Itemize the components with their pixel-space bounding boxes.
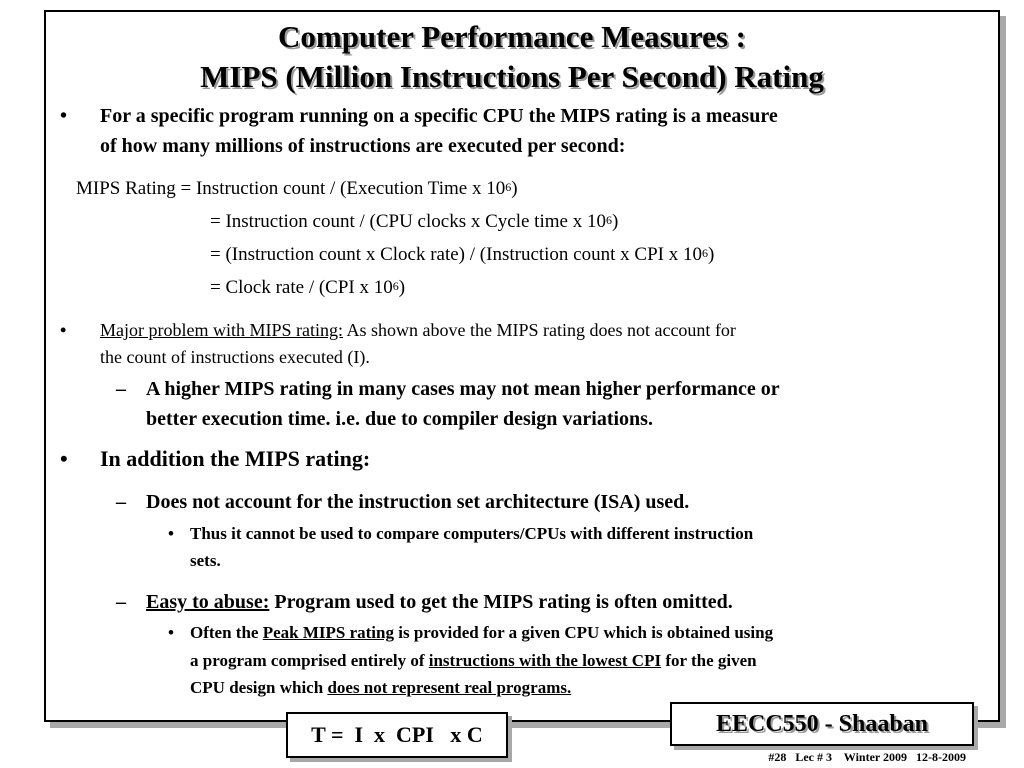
sub-bullet-marker: – <box>116 491 126 513</box>
bullet-3-sub1: Does not account for the instruction set architecture (ISA) used. <box>146 491 690 513</box>
formula-line-3: = (Instruction count x Clock rate) / (Instruction count x CPI x $10^6$) <box>210 244 715 265</box>
slide-title-line1: Computer Performance Measures : <box>277 19 746 54</box>
bullet-2-sub-line1: A higher MIPS rating in many cases may not mean higher performance or <box>146 378 780 400</box>
sub-bullet-marker: – <box>116 378 126 400</box>
bullet-1-line2: of how many millions of instructions are executed per second: <box>100 135 626 157</box>
formula-line-2: = Instruction count / (CPU clocks x Cycle time x $10^6$) <box>210 211 619 232</box>
sub-sub-bullet-marker: • <box>168 623 174 642</box>
bullet-3-sub2: Easy to abuse: Program used to get the MIPS rating is often omitted. <box>146 591 733 613</box>
formula-box: T = I x CPI x C <box>286 712 508 758</box>
bullet-3-sub2-point-line2: a program comprised entirely of instructions with the lowest CPI for the given <box>190 651 757 670</box>
slide-footer: #28 Lec # 3 Winter 2009 12-8-2009 <box>768 750 966 764</box>
bullet-1-line1: For a specific program running on a specific CPU the MIPS rating is a measure <box>100 105 778 127</box>
sub-sub-bullet-marker: • <box>168 524 174 543</box>
bullet-marker: • <box>60 320 67 340</box>
course-label-box: EECC550 - Shaaban <box>670 702 974 746</box>
bullet-3-line: In addition the MIPS rating: <box>100 446 371 471</box>
bullet-marker: • <box>60 446 68 471</box>
bullet-3-sub2-point-line1: Often the Peak MIPS rating is provided for a given CPU which is obtained using <box>190 623 774 642</box>
bullet-3-sub1-point-line1: Thus it cannot be used to compare computers/CPUs with different instruction <box>190 524 754 543</box>
bullet-3-sub2-point-line3: CPU design which does not represent real programs. <box>190 678 572 697</box>
formula-line-4: = Clock rate / (CPI x $10^6$) <box>210 277 406 298</box>
bullet-2-line2: the count of instructions executed (I). <box>100 347 370 367</box>
bullet-marker: • <box>60 105 68 127</box>
formula-line-1: MIPS Rating = Instruction count / (Execution Time x $10^6$) <box>76 178 518 199</box>
sub-bullet-marker: – <box>116 591 126 613</box>
bullet-3-sub1-point-line2: sets. <box>190 551 221 570</box>
bullet-2-line1: Major problem with MIPS rating: As shown above the MIPS rating does not account for <box>100 320 736 340</box>
bullet-2-sub-line2: better execution time. i.e. due to compiler design variations. <box>146 408 653 430</box>
slide-title-line2: MIPS (Million Instructions Per Second) Rating <box>200 59 824 94</box>
